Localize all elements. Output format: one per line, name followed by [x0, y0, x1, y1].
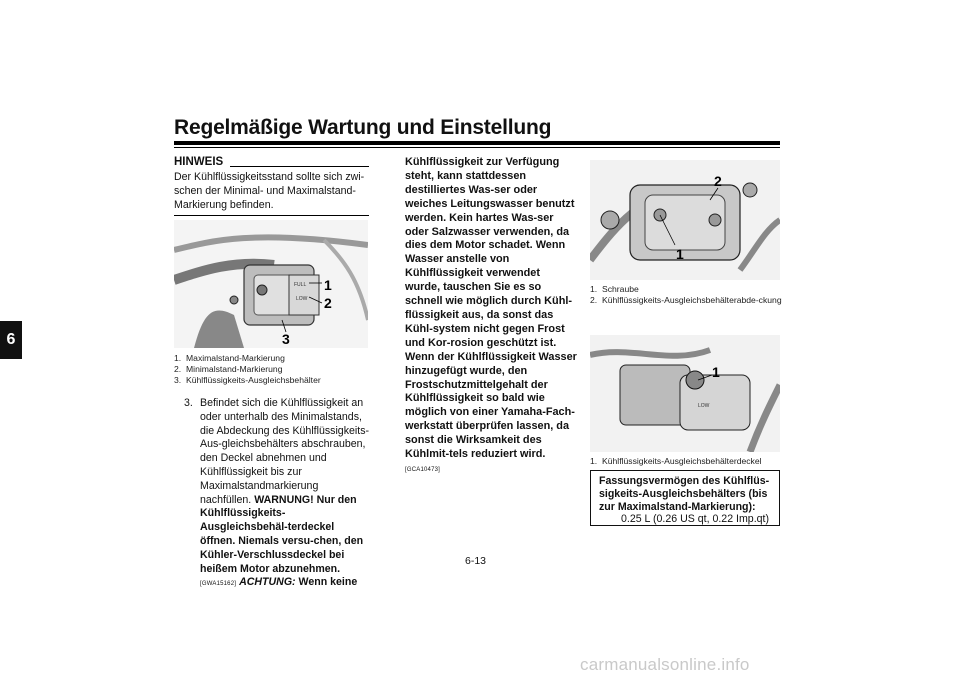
page-number: 6-13: [465, 555, 487, 567]
caption-item: 2. Kühlflüssigkeits-Ausgleichsbehälterabde-ckung: [590, 295, 782, 305]
figure1-captions: [174, 353, 374, 386]
callout-3: 3: [282, 331, 290, 347]
low-mark-label: LOW: [296, 296, 308, 302]
caution-start: Wenn keine: [298, 576, 358, 589]
title-rule-thin: [174, 147, 780, 148]
callout-1: 1: [324, 277, 332, 293]
watermark: carmanualsonline.info: [580, 655, 750, 674]
reservoir-cap-photo: [590, 335, 780, 452]
full-mark-label: FULL: [294, 282, 307, 288]
caption-item: 1. Kühlflüssigkeits-Ausgleichsbehälterdeckel: [590, 456, 762, 466]
coolant-reservoir-photo: [174, 220, 368, 348]
chapter-tab: 6: [0, 321, 22, 359]
hinweis-bottom-rule: [174, 215, 369, 216]
page-title: Regelmäßige Wartung und Einstellung: [174, 116, 552, 139]
caption-item: 3. Kühlflüssigkeits-Ausgleichsbehälter: [174, 375, 321, 385]
step-3: [184, 397, 370, 592]
hinweis-heading: HINWEIS: [174, 156, 224, 168]
caption-item: 1. Schraube: [590, 284, 639, 294]
warning-code: [GWA15162]: [200, 581, 237, 588]
hinweis-rule: [230, 166, 369, 167]
callout-1: 1: [676, 246, 684, 262]
callout-2: 2: [714, 173, 722, 189]
figure2-captions: [590, 284, 785, 306]
caution-label: ACHTUNG:: [239, 576, 296, 589]
caution-code: [GCA10473]: [405, 466, 441, 473]
caption-item: 2. Minimalstand-Markierung: [174, 364, 283, 374]
title-rule: [174, 141, 780, 145]
step-number: 3.: [184, 397, 193, 409]
reservoir-cover-photo: [590, 160, 780, 280]
low-mark-label: LOW: [698, 403, 710, 409]
callout-2: 2: [324, 295, 332, 311]
capacity-box: [590, 470, 780, 526]
caution-continued: [405, 156, 577, 478]
hinweis-text: Der Kühlflüssigkeitsstand sollte sich zwi-schen der Minimal- und Maximalstand-Markierung befinden.: [174, 171, 365, 211]
step-text: Befindet sich die Kühlflüssigkeit an oder unterhalb des Minimalstands, die Abdeckung des Kühlflüssigkeits-Aus-gleichsbehälters abschrauben, den Deckel abnehmen und Kühlflüssigkeit bis zur Maximalstandmarkierung nachfüllen.: [200, 397, 370, 506]
capacity-value: 0.25 L (0.26 US qt, 0.22 Imp.qt): [621, 513, 770, 526]
figure3-captions: [590, 456, 785, 467]
caution-text: Kühlflüssigkeit zur Verfügung steht, kann stattdessen destilliertes Was-ser oder weiches Leitungswasser benutzt werden. Kein hartes Was-ser oder Salzwasser verwenden, da dies dem Motor schadet. Wenn Wasser anstelle von Kühlflüssigkeit verwendet wurde, tauschen Sie es so schnell wie möglich durch Kühl-flüssigkeit aus, da sonst das Kühl-system nicht gegen Frost und Kor-rosion geschützt ist. Wenn der Kühlflüssigkeit Wasser hinzugefügt wurde, den Frostschutzmittelgehalt der Kühlflüssigkeit so bald wie möglich von einer Yamaha-Fach-werkstatt überprüfen lassen, da sonst die Wirksamkeit des Kühlmit-tels reduziert wird.: [405, 156, 577, 461]
warning-text: WARNUNG! Nur den Kühlflüssigkeits-Ausgleichsbehäl-terdeckel öffnen. Niemals versu-chen, den Kühler-Verschlussdeckel bei heißem Motor abzunehmen.: [200, 493, 364, 575]
capacity-heading: Fassungsvermögen des Kühlflüs-sigkeits-Ausgleichsbehälters (bis zur Maximalstand-Markierung):: [599, 475, 770, 513]
caption-item: 1. Maximalstand-Markierung: [174, 353, 285, 363]
callout-1: 1: [712, 364, 720, 380]
